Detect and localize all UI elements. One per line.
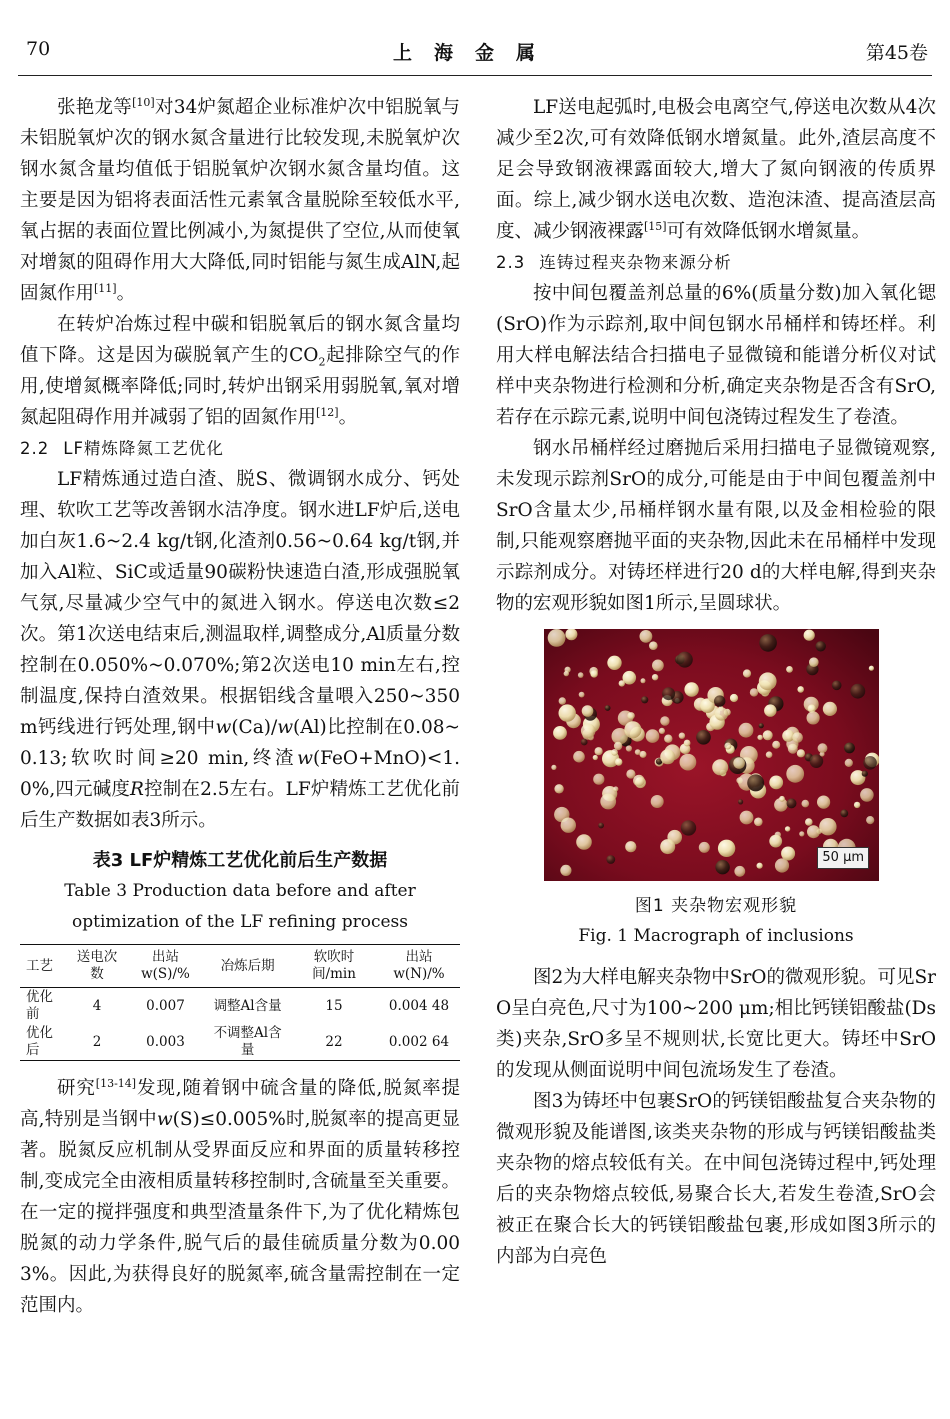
journal-title: 上海金属	[392, 42, 557, 64]
inclusion-sphere	[854, 802, 860, 808]
inclusion-sphere	[619, 680, 625, 686]
paragraph-converter: 在转炉冶炼过程中碳和铝脱氧后的钢水氮含量均值下降。这是因为碳脱氧产生的$CO_2$起排除空气的作用,使增氮概率降低;同时,转炉出钢采用弱脱氧,氧对增氮起阻碍作用并减弱了铝的固氮作用[12]。	[20, 314, 460, 428]
inclusion-sphere	[564, 671, 569, 676]
inclusion-sphere	[578, 672, 584, 678]
inclusion-sphere	[600, 794, 616, 810]
inclusion-sphere	[797, 749, 805, 757]
paragraph-bucket-sample: 钢水吊桶样经过磨抛后采用扫描电子显微镜观察,未发现示踪剂SrO的成分,可能是由于中间包覆盖剂中SrO含量太少,吊桶样钢水量有限,以及金相检验的限制,只能观察磨抛平面的夹杂物,因此未在吊桶样中发现示踪剂成分。对铸坯样进行20 d的大样电解,得到夹杂物的宏观形貌如图1所示,呈圆球状。	[496, 438, 936, 614]
inclusion-sphere	[779, 796, 785, 802]
table-cell: 0.004 48	[388, 997, 450, 1014]
inclusion-sphere	[679, 733, 685, 739]
figure-1-caption-cn: 图1 夹杂物宏观形貌	[634, 896, 798, 916]
inclusion-macrograph-image	[544, 629, 879, 881]
inclusion-sphere	[641, 696, 648, 703]
inclusion-sphere	[718, 840, 735, 857]
inclusion-sphere	[818, 743, 828, 753]
inclusion-sphere	[712, 759, 728, 775]
inclusion-sphere	[739, 723, 754, 738]
inclusion-sphere	[805, 818, 813, 826]
table-cell: 调整Al含量	[213, 997, 282, 1014]
page-number: 70	[26, 38, 51, 60]
inclusion-sphere	[607, 656, 621, 670]
inclusion-sphere	[750, 688, 758, 696]
inclusion-sphere	[595, 747, 603, 755]
inclusion-sphere	[804, 630, 815, 641]
inclusion-sphere	[772, 741, 780, 749]
inclusion-sphere	[559, 697, 566, 704]
inclusion-sphere	[810, 754, 824, 768]
inclusion-sphere	[817, 796, 830, 809]
paragraph-zhang: 张艳龙等[10]对34炉氮超企业标准炉次中铝脱氧与未铝脱氧炉次的钢水氮含量进行比较发现,未脱氧炉次钢水氮含量均值低于铝脱氧炉次钢水氮含量均值。这主要是因为铝将表面活性元素氧含量脱除至较低水平,氧占据的表面位置比例减小,为氮提供了空位,从而使氧对增氮的阻碍作用大大降低,同时铝能与氮生成AlN,起固氮作用[11]。	[20, 95, 460, 304]
inclusion-sphere	[614, 742, 622, 750]
section-heading-2-3: 2.3 连铸过程夹杂物来源分析	[496, 253, 732, 272]
inclusion-sphere	[747, 774, 764, 791]
inclusion-sphere	[605, 705, 611, 711]
table-cell: 优化后	[26, 1025, 53, 1058]
inclusion-sphere	[590, 670, 597, 677]
inclusion-sphere	[844, 743, 855, 754]
inclusion-sphere	[624, 721, 641, 738]
section-heading-2-2: 2.2 LF精炼降氮工艺优化	[20, 439, 224, 458]
inclusion-sphere	[809, 657, 819, 667]
inclusion-sphere	[807, 825, 820, 838]
inclusion-sphere	[660, 749, 675, 764]
inclusion-sphere	[759, 723, 764, 728]
inclusion-sphere	[786, 666, 793, 673]
inclusion-sphere	[850, 684, 865, 699]
inclusion-sphere	[625, 841, 636, 852]
inclusion-sphere	[757, 863, 763, 869]
inclusion-sphere	[869, 666, 874, 671]
inclusion-sphere	[863, 756, 877, 770]
inclusion-sphere	[635, 749, 641, 755]
inclusion-sphere	[734, 866, 745, 877]
inclusion-sphere	[733, 757, 745, 769]
inclusion-sphere	[613, 786, 618, 791]
paragraph-sulfur-research: 研究[13-14]发现,随着钢中硫含量的降低,脱氮率提高,特别是当钢中w(S)≤0.005%时,脱氮率的提高更显著。脱氮反应机制从受界面反应和界面的质量转移控制,变成完全由液相质量转移控制时,含硫量至关重要。在一定的搅拌强度和典型渣量条件下,为了优化精炼包脱氮的动力学条件,脱气后的最佳硫质量分数为0.003%。因此,为获得良好的脱氮率,硫含量需控制在一定范围内。	[20, 1076, 460, 1316]
inclusion-sphere	[581, 724, 596, 739]
page-header	[0, 0, 950, 80]
figure-1-caption-en: Fig. 1 Macrograph of inclusions	[578, 926, 854, 946]
inclusion-sphere	[840, 810, 848, 818]
inclusion-sphere	[598, 823, 604, 829]
inclusion-sphere	[860, 788, 874, 802]
inclusion-sphere	[797, 686, 804, 693]
paragraph-lf-refining: LF精炼通过造白渣、脱S、微调钢水成分、钙处理、软吹工艺等改善钢水洁净度。钢水进LF炉后,送电加白灰1.6~2.4 kg/t钢,化渣剂0.56~0.64 kg/t钢,并加入Al粒、SiC或适量90碳粉快速造白渣,形成强脱氧气氛,尽量减少空气中的氮进入钢水。停送电次数≤2次。第1次送电结束后,测温取样,调整成分,Al质量分数控制在0.050%~0.070%;第2次送电10 min左右,控制温度,保持白渣效果。根据铝线含量喂入250~350 m钙线进行钙处理,钢中w(Ca)/w(Al)比控制在0.08~0.13;软吹时间≥20 min,终渣w(FeO+MnO)<1.0%,四元碱度R控制在2.5左右。LF炉精炼工艺优化前后生产数据如表3所示。	[20, 469, 460, 831]
inclusion-sphere	[696, 730, 711, 745]
inclusion-sphere	[769, 776, 783, 790]
inclusion-sphere	[781, 847, 795, 861]
table-header-row	[20, 945, 460, 988]
inclusion-sphere	[677, 652, 693, 668]
table-header-cell: 送电次数	[68, 945, 126, 988]
inclusion-sphere	[561, 818, 576, 833]
inclusion-sphere	[651, 795, 664, 808]
inclusion-sphere	[652, 660, 664, 672]
table-cell: 22	[325, 1033, 343, 1050]
inclusion-sphere	[615, 758, 622, 765]
inclusion-sphere	[769, 835, 782, 848]
inclusion-sphere	[662, 687, 675, 700]
inclusion-sphere	[763, 730, 773, 740]
inclusion-sphere	[782, 730, 794, 742]
table-cell: 0.002 64	[388, 1033, 450, 1050]
table-header-cell: 软吹时间/min	[290, 945, 378, 988]
inclusion-sphere	[775, 858, 789, 872]
table-cell: 0.007	[146, 997, 185, 1014]
inclusion-sphere	[799, 831, 804, 836]
inclusion-sphere	[738, 799, 743, 804]
inclusion-sphere	[664, 735, 672, 743]
right-column	[496, 92, 936, 1272]
table-3-title-en-line2: optimization of the LF refining process	[72, 912, 408, 932]
table-3-title-cn: 表3 LF炉精炼工艺优化前后生产数据	[92, 850, 388, 871]
inclusion-sphere	[553, 726, 567, 740]
inclusion-sphere	[633, 775, 645, 787]
figure-1-macrograph	[544, 629, 879, 881]
inclusion-sphere	[579, 692, 585, 698]
table-3-title-en-line1: Table 3 Production data before and after	[64, 881, 416, 901]
inclusion-sphere	[652, 674, 658, 680]
inclusion-sphere	[743, 669, 751, 677]
inclusion-sphere	[684, 740, 691, 747]
paragraph-tracer: 按中间包覆盖剂总量的6%(质量分数)加入氧化锶(SrO)作为示踪剂,取中间包钢水吊桶样和铸坯样。利用大样电解法结合扫描电子显微镜和能谱分析仪对试样中夹杂物进行检测和分析,确定夹杂物是否含有SrO,若存在示踪元素,说明中间包浇铸过程发生了卷渣。	[496, 283, 936, 428]
inclusion-sphere	[787, 798, 797, 808]
inclusion-sphere	[649, 641, 658, 650]
table-cell: 4	[92, 997, 102, 1014]
header-rule	[18, 75, 932, 76]
inclusion-sphere	[792, 732, 803, 743]
inclusion-sphere	[807, 711, 820, 724]
inclusion-sphere	[823, 702, 837, 716]
inclusion-sphere	[659, 728, 665, 734]
inclusion-sphere	[819, 818, 836, 835]
left-column	[20, 92, 460, 1321]
inclusion-sphere	[788, 744, 798, 754]
inclusion-sphere	[757, 735, 762, 740]
inclusion-sphere	[548, 629, 566, 647]
inclusion-sphere	[551, 765, 556, 770]
inclusion-sphere	[554, 784, 563, 793]
inclusion-sphere	[724, 743, 731, 750]
table-header-cell: 工艺	[20, 945, 68, 988]
table-cell: 不调整Al含量	[213, 1025, 282, 1058]
inclusion-sphere	[611, 749, 618, 756]
inclusion-sphere	[730, 694, 738, 702]
inclusion-sphere	[641, 678, 646, 683]
table-cell: 2	[92, 1033, 102, 1050]
inclusion-sphere	[845, 759, 853, 767]
table-header-cell: 冶炼后期	[205, 945, 290, 988]
table-row	[20, 988, 460, 1025]
inclusion-sphere	[660, 839, 675, 854]
table-header-cell: 出站w(N)/%	[378, 945, 460, 988]
table-cell: 优化前	[26, 989, 53, 1022]
inclusion-sphere	[640, 630, 653, 643]
inclusion-sphere	[680, 754, 697, 771]
table-cell: 0.003	[146, 1033, 185, 1050]
inclusion-sphere	[560, 865, 571, 876]
table-row	[20, 1024, 460, 1061]
inclusion-sphere	[754, 818, 763, 827]
inclusion-sphere	[573, 751, 585, 763]
inclusion-sphere	[699, 842, 710, 853]
inclusion-sphere	[802, 800, 810, 808]
inclusion-sphere	[606, 855, 615, 864]
inclusion-sphere	[862, 771, 868, 777]
inclusion-sphere	[714, 695, 725, 706]
inclusion-sphere	[764, 704, 776, 716]
volume-label: 第45卷	[865, 42, 928, 64]
inclusion-sphere	[759, 672, 777, 690]
inclusion-sphere	[646, 729, 660, 743]
inclusion-sphere	[785, 826, 790, 831]
inclusion-sphere	[627, 712, 634, 719]
scale-bar: 50 μm	[817, 847, 869, 869]
inclusion-sphere	[593, 755, 598, 760]
paragraph-fig3: 图3为铸坯中包裹SrO的钙镁铝酸盐复合夹杂物的微观形貌及能谱图,该类夹杂物的形成与钙镁铝酸盐类夹杂物的熔点较低有关。在中间包浇铸过程中,钙处理后的夹杂物熔点较低,易聚合长大,若发生卷渣,SrO会被正在聚合长大的钙镁铝酸盐包裹,形成如图3所示的内部为白亮色	[496, 1091, 936, 1267]
inclusion-sphere	[866, 816, 874, 824]
inclusion-sphere	[715, 707, 728, 720]
paragraph-fig2: 图2为大样电解夹杂物中SrO的微观形貌。可见SrO呈白亮色,尺寸为100~200 μm;相比钙镁铝酸盐(Ds类)夹杂,SrO多呈不规则状,长宽比更大。铸坯中SrO的发现从侧面说明中间包流场发生了卷渣。	[496, 967, 936, 1081]
inclusion-sphere	[576, 834, 592, 850]
inclusion-sphere	[559, 704, 576, 721]
inclusion-sphere	[626, 769, 635, 778]
inclusion-sphere	[593, 774, 604, 785]
inclusion-sphere	[740, 811, 754, 825]
inclusion-sphere	[626, 745, 632, 751]
inclusion-sphere	[832, 681, 842, 691]
inclusion-sphere	[582, 705, 594, 717]
table-3	[20, 944, 460, 1061]
table-header-cell: 出站w(S)/%	[126, 945, 205, 988]
inclusion-sphere	[715, 860, 729, 874]
inclusion-sphere	[581, 739, 588, 746]
inclusion-sphere	[681, 820, 696, 835]
paragraph-lf-arc: LF送电起弧时,电极会电离空气,停送电次数从4次减少至2次,可有效降低钢水增氮量。此外,渣层高度不足会导致钢液裸露面较大,增大了氮向钢液的传质界面。综上,减少钢水送电次数、造泡沫渣、提高渣层高度、减少钢液裸露[15]可有效降低钢水增氮量。	[496, 97, 936, 242]
inclusion-sphere	[759, 634, 777, 652]
inclusion-sphere	[816, 641, 826, 651]
inclusion-sphere	[766, 751, 773, 758]
inclusion-sphere	[684, 682, 698, 696]
inclusion-sphere	[786, 765, 804, 783]
inclusion-sphere	[660, 716, 669, 725]
table-cell: 15	[325, 997, 343, 1014]
